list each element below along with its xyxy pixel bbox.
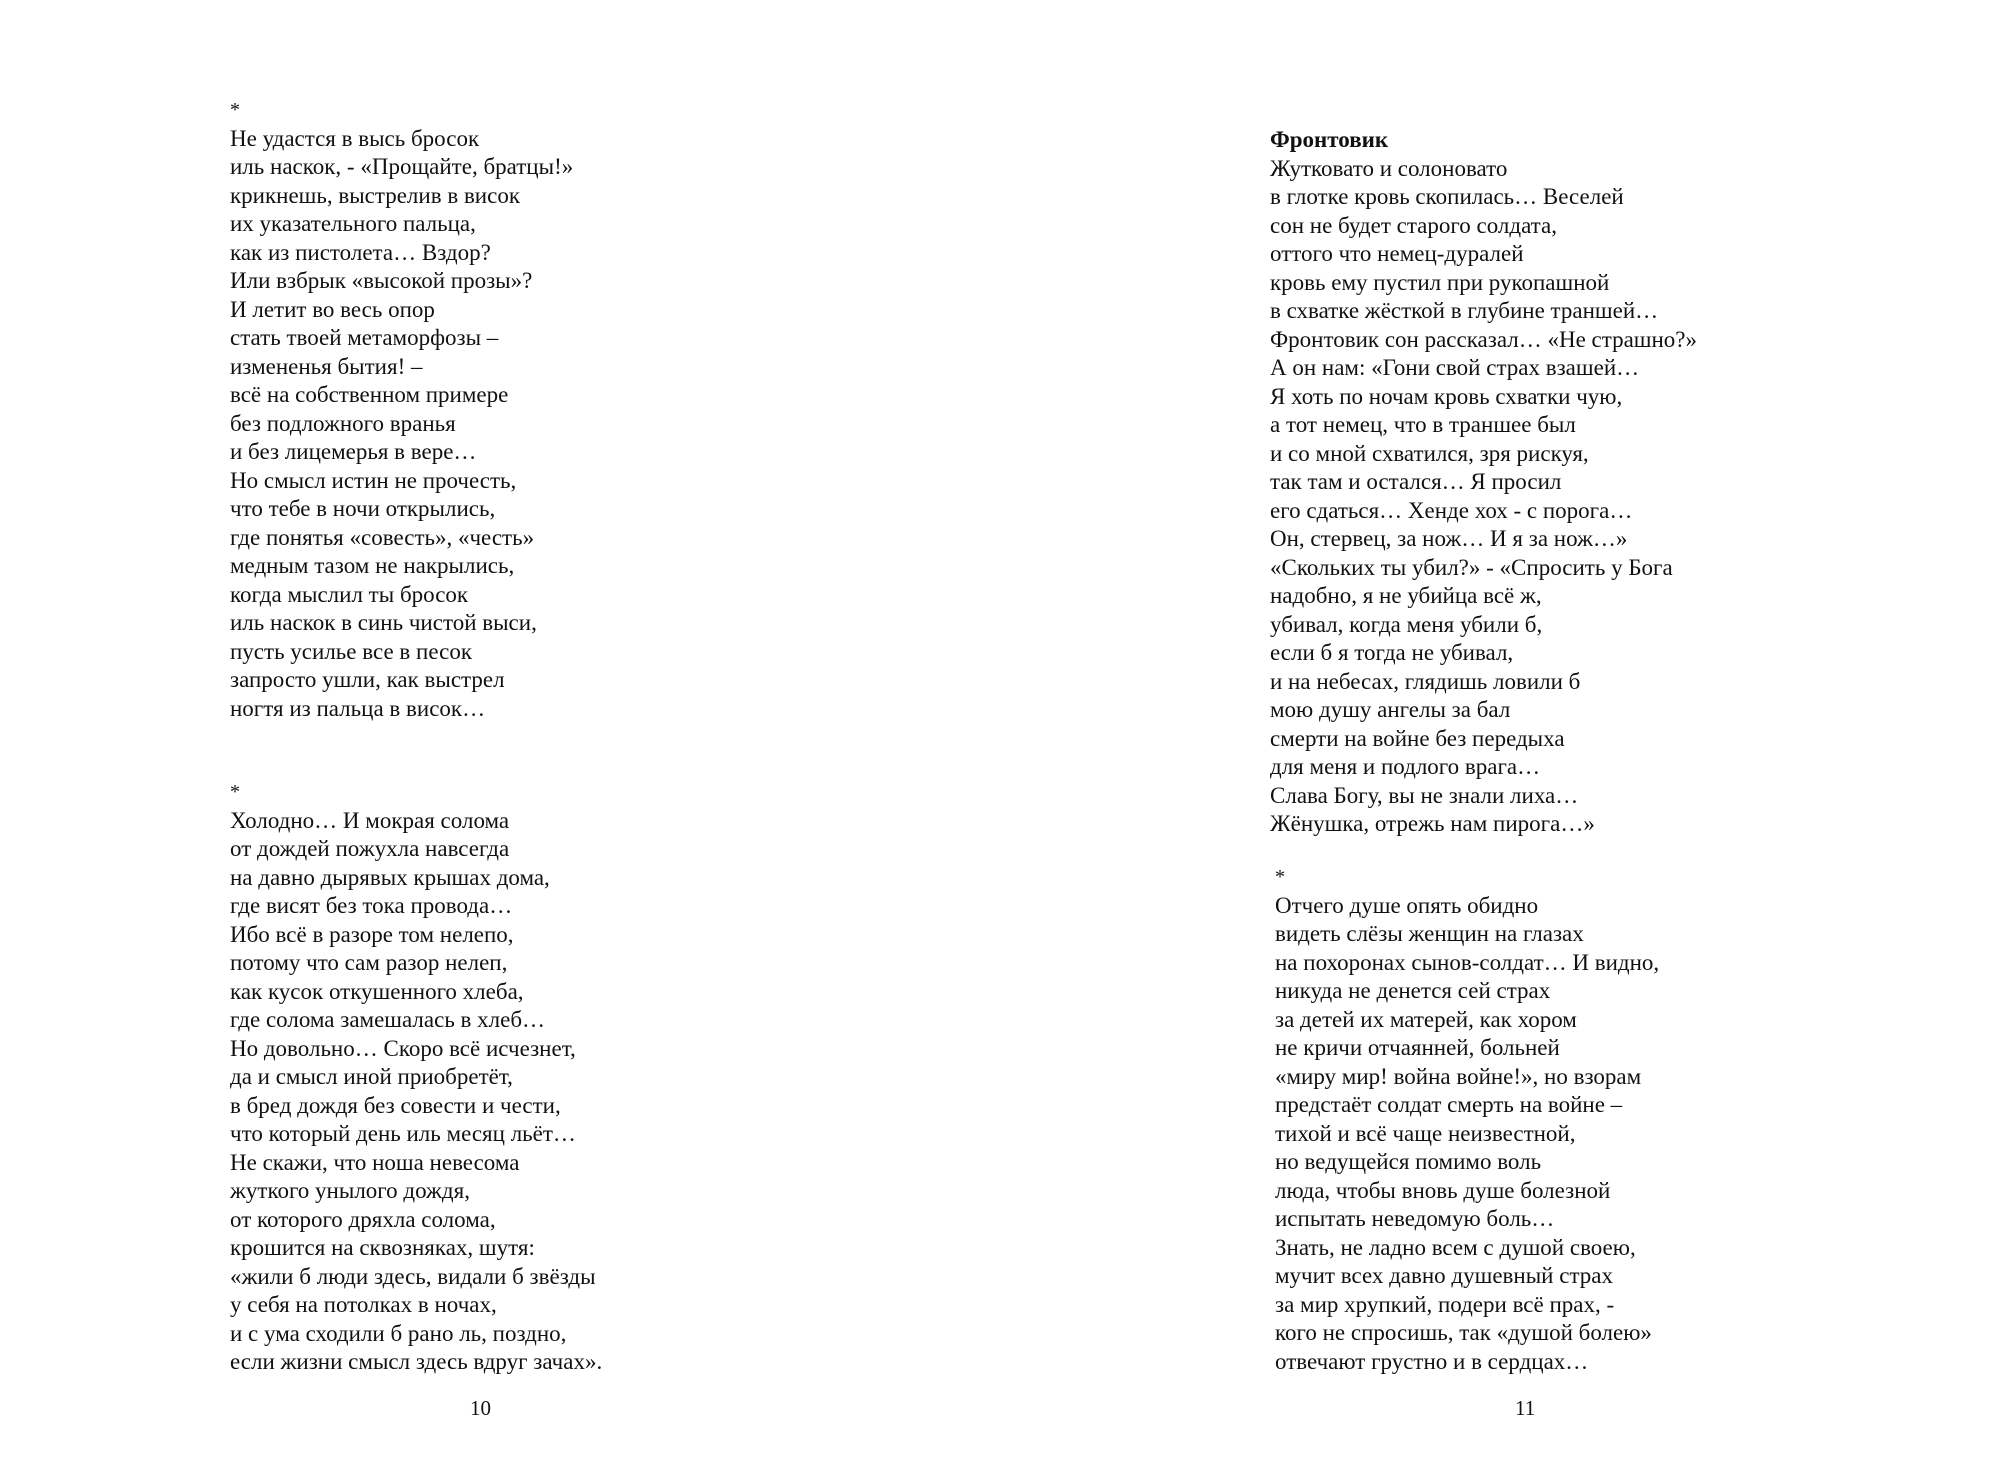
- poem-line: что который день иль месяц льёт…: [230, 1121, 576, 1146]
- poem-line: «миру мир! война войне!», но взорам: [1275, 1063, 1642, 1089]
- page-number-right: 11: [1515, 1396, 1536, 1420]
- poem-line: но ведущейся помимо воль: [1275, 1149, 1542, 1174]
- poem-line: предстаёт солдат смерть на войне –: [1275, 1092, 1623, 1117]
- poem-line: и на небесах, глядишь ловили б: [1270, 668, 1581, 694]
- poem-line: ногтя из пальца в висок…: [230, 695, 486, 721]
- poem-line: испытать неведомую боль…: [1275, 1206, 1555, 1231]
- poem-line: запросто ушли, как выстрел: [230, 667, 505, 692]
- poem-line: в глотке кровь скопилась… Веселей: [1270, 184, 1624, 209]
- poem-marker: *: [230, 99, 240, 121]
- poem-line: что тебе в ночи открылись,: [230, 496, 496, 521]
- poem-line: если жизни смысл здесь вдруг зачах».: [230, 1349, 603, 1374]
- poem-line: «жили б люди здесь, видали б звёзды: [230, 1263, 596, 1289]
- poem-line: Но смысл истин не прочесть,: [230, 467, 517, 493]
- poem-line: на давно дырявых крышах дома,: [230, 864, 550, 890]
- poem-line: стать твоей метаморфозы –: [230, 325, 499, 350]
- poem-line: надобно, я не убийца всё ж,: [1270, 583, 1542, 608]
- poem-line: измененья бытия! –: [230, 353, 423, 379]
- poem-line: Ибо всё в разоре том нелепо,: [230, 921, 514, 947]
- poem-line: оттого что немец-дуралей: [1270, 241, 1524, 266]
- poem-line: пусть усилье все в песок: [230, 638, 473, 664]
- poem-untitled-2: [230, 778, 602, 1377]
- poem-line: кого не спросишь, так «душой болею»: [1275, 1320, 1652, 1345]
- poem-line: Холодно… И мокрая солома: [230, 807, 510, 833]
- poem-marker: *: [230, 781, 240, 803]
- poem-line: Не скажи, что ноша невесома: [230, 1149, 520, 1175]
- poem-line: видеть слёзы женщин на глазах: [1275, 921, 1584, 946]
- poem-line: да и смысл иной приобретёт,: [230, 1064, 513, 1089]
- poem-line: как из пистолета… Вздор?: [230, 239, 491, 265]
- poem-line: не кричи отчаянней, больней: [1275, 1035, 1560, 1060]
- poem-line: его сдаться… Хенде хох - с порога…: [1270, 497, 1633, 523]
- poem-line: Он, стервец, за нож… И я за нож…»: [1270, 526, 1628, 551]
- poem-line: без подложного вранья: [230, 410, 456, 436]
- poem-line: иль наскок в синь чистой выси,: [230, 610, 537, 635]
- poem-line: всё на собственном примере: [230, 382, 509, 407]
- poem-line: и без лицемерья в вере…: [230, 439, 477, 464]
- poem-line: Знать, не ладно всем с душой своею,: [1275, 1234, 1636, 1260]
- poem-line: если б я тогда не убивал,: [1270, 640, 1514, 665]
- poem-line: Фронтовик сон рассказал… «Не страшно?»: [1270, 326, 1698, 352]
- poem-title: Фронтовик: [1270, 127, 1389, 152]
- poem-line: сон не будет старого солдата,: [1270, 212, 1557, 238]
- poem-line: Но довольно… Скоро всё исчезнет,: [230, 1035, 576, 1061]
- poem-line: как кусок откушенного хлеба,: [230, 978, 524, 1004]
- poem-line: А он нам: «Гони свой страх взашей…: [1270, 355, 1640, 380]
- poem-line: Жёнушка, отрежь нам пирога…»: [1270, 811, 1595, 836]
- poem-line: так там и остался… Я просил: [1270, 469, 1562, 494]
- poem-line: Слава Богу, вы не знали лиха…: [1270, 782, 1579, 808]
- poem-line: Я хоть по ночам кровь схватки чую,: [1270, 383, 1623, 409]
- poem-line: убивал, когда меня убили б,: [1270, 611, 1543, 637]
- poem-line: в схватке жёсткой в глубине траншей…: [1270, 298, 1659, 323]
- poem-line: И летит во весь опор: [230, 296, 435, 322]
- poem-line: где понятья «совесть», «честь»: [230, 524, 535, 550]
- poem-line: люда, чтобы вновь душе болезной: [1275, 1177, 1611, 1203]
- poem-line: где висят без тока провода…: [230, 893, 513, 918]
- poem-line: тихой и всё чаще неизвестной,: [1275, 1120, 1576, 1146]
- poem-line: для меня и подлого врага…: [1270, 754, 1541, 779]
- poem-untitled-3: [1275, 863, 1659, 1376]
- poem-line: в бред дождя без совести и чести,: [230, 1092, 561, 1118]
- poem-line: когда мыслил ты бросок: [230, 581, 469, 607]
- poem-line: Жутковато и солоновато: [1270, 155, 1508, 181]
- poem-frontovik: [1270, 126, 1697, 839]
- poem-line: на похоронах сынов-солдат… И видно,: [1275, 949, 1660, 975]
- poem-line: Или взбрык «высокой прозы»?: [230, 268, 533, 293]
- poem-line: Не удастся в высь бросок: [230, 125, 480, 151]
- poem-line: никуда не денется сей страх: [1275, 978, 1551, 1003]
- poem-line: иль наскок, - «Прощайте, братцы!»: [230, 154, 574, 179]
- poem-line: «Скольких ты убил?» - «Спросить у Бога: [1270, 554, 1673, 580]
- poem-line: мучит всех давно душевный страх: [1275, 1263, 1613, 1288]
- poem-line: медным тазом не накрылись,: [230, 553, 515, 578]
- poem-line: жуткого унылого дождя,: [230, 1178, 470, 1203]
- poem-line: мою душу ангелы за бал: [1270, 697, 1511, 722]
- poem-line: крикнешь, выстрелив в висок: [230, 182, 520, 208]
- poem-line: и с ума сходили б рано ль, поздно,: [230, 1320, 567, 1346]
- poem-line: от которого дряхла солома,: [230, 1206, 496, 1232]
- poem-line: потому что сам разор нелеп,: [230, 950, 508, 975]
- poem-line: а тот немец, что в траншее был: [1270, 412, 1576, 437]
- poem-line: смерти на войне без передыха: [1270, 725, 1565, 751]
- poem-line: за мир хрупкий, подери всё прах, -: [1275, 1291, 1615, 1317]
- poem-line: у себя на потолках в ночах,: [230, 1292, 497, 1317]
- poem-line: отвечают грустно и в сердцах…: [1275, 1348, 1589, 1374]
- poem-line: Отчего душе опять обидно: [1275, 892, 1539, 918]
- poem-line: от дождей пожухла навсегда: [230, 836, 510, 861]
- poem-line: крошится на сквозняках, шутя:: [230, 1235, 535, 1260]
- poem-line: за детей их матерей, как хором: [1275, 1006, 1577, 1032]
- poem-line: кровь ему пустил при рукопашной: [1270, 269, 1610, 295]
- right-page: [1000, 0, 2000, 1461]
- poem-line: их указательного пальца,: [230, 211, 476, 236]
- poem-line: где солома замешалась в хлеб…: [230, 1007, 546, 1032]
- poem-line: и со мной схватился, зря рискуя,: [1270, 440, 1589, 466]
- page-number-left: 10: [470, 1396, 491, 1420]
- poem-marker: *: [1275, 866, 1285, 888]
- poem-untitled-1: [230, 96, 573, 723]
